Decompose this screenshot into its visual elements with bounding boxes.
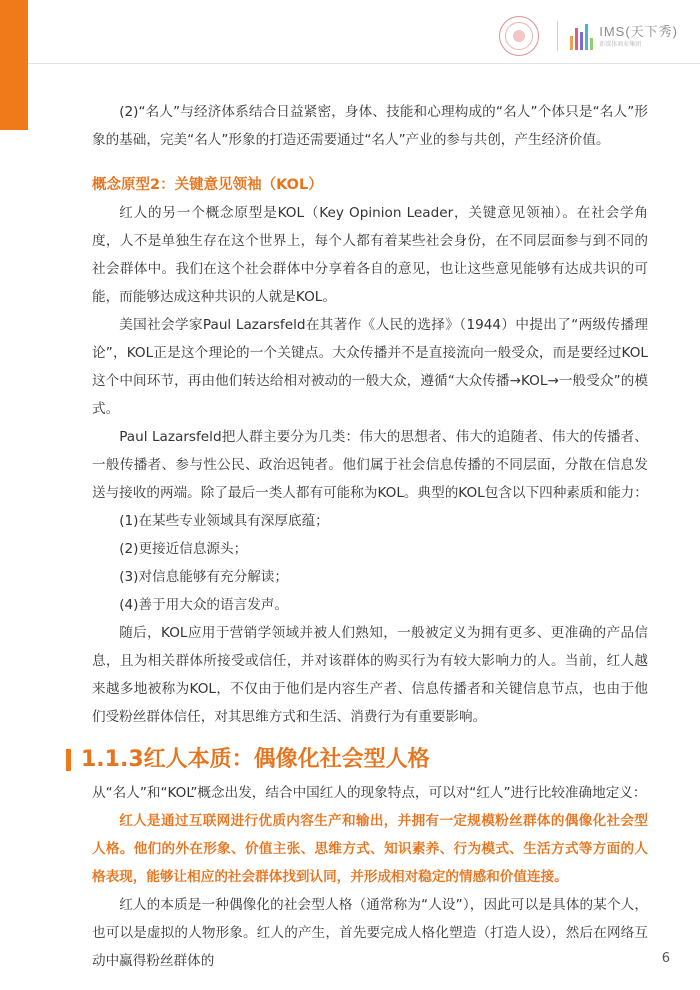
logo-divider: [557, 21, 558, 51]
list-item: (4)善于用大众的语言发声。: [119, 597, 288, 613]
ims-bars-icon: [570, 22, 595, 50]
header-logos: [499, 14, 678, 58]
paragraph-two-step-flow: 美国社会学家Paul Lazarsfeld在其著作《人民的选择》（1944）中提出了“两级传播理论”，KOL正是这个理论的一个关键点。大众传播并不是直接流向一般受众，而是要经过KOL这个中间环节，再由他们转达给相对被动的一般大众，遵循“大众传播→KOL→一般受众”的模式。: [92, 317, 648, 417]
list-item: (3)对信息能够有充分解读；: [119, 569, 288, 585]
section-marker: [66, 749, 71, 771]
section-heading: [66, 745, 648, 775]
paragraph-definition-highlight: 红人是通过互联网进行优质内容生产和输出，并拥有一定规模粉丝群体的偶像化社会型人格。他们的外在形象、价值主张、思维方式、知识素养、行为模式、生活方式等方面的人格表现，能够让相应的社会群体找到认同，并形成相对稳定的情感和价值连接。: [92, 813, 648, 885]
document-body: [81, 98, 648, 975]
paragraph-definition-intro: 从“名人”和“KOL”概念出发，结合中国红人的现象特点，可以对“红人”进行比较准确地定义：: [92, 785, 647, 801]
paragraph-lazarsfeld-groups: Paul Lazarsfeld把人群主要分为几类：伟大的思想者、伟大的追随者、伟大的传播者、一般传播者、参与性公民、政治迟钝者。他们属于社会信息传播的不同层面，分散在信息发送与接收的两端。除了最后一类人都有可能称为KOL。典型的KOL包含以下四种素质和能力：: [92, 429, 648, 501]
seal-logo-icon: [499, 16, 539, 56]
paragraph-celebrity-economy: (2)“名人”与经济体系结合日益紧密，身体、技能和心理构成的“名人”个体只是“名人”形象的基础，完美“名人”形象的打造还需要通过“名人”产业的参与共创，产生经济价值。: [92, 104, 648, 148]
section-title: 1.1.3红人本质：偶像化社会型人格: [81, 747, 430, 772]
paragraph-kol-marketing: 随后，KOL应用于营销学领域并被人们熟知，一般被定义为拥有更多、更准确的产品信息，且为相关群体所接受或信任，并对该群体的购买行为有较大影响力的人。当前，红人越来越多地被称为KOL，不仅由于他们是内容生产者、信息传播者和关键信息节点，也由于他们受粉丝群体信任，对其思维方式和生活、消费行为有重要影响。: [92, 625, 648, 725]
accent-side-bar: [0, 0, 28, 130]
concept-heading: 概念原型2：关键意见领袖（KOL）: [92, 177, 323, 193]
list-item: (2)更接近信息源头；: [119, 541, 248, 557]
header-divider: [28, 63, 700, 64]
ims-logo: [570, 22, 678, 50]
ims-logo-subtext: 新媒体商业集团: [599, 40, 642, 48]
paragraph-essence: 红人的本质是一种偶像化的社会型人格（通常称为“人设”），因此可以是具体的某个人，也可以是虚拟的人物形象。红人的产生，首先要完成人格化塑造（打造人设），然后在网络互动中赢得粉丝群体的: [92, 897, 648, 969]
list-item: (1)在某些专业领域具有深厚底蕴；: [119, 513, 329, 529]
page-number: 6: [661, 951, 670, 966]
ims-logo-text: IMS(天下秀): [599, 23, 678, 39]
paragraph-kol-intro: 红人的另一个概念原型是KOL（Key Opinion Leader，关键意见领袖）。在社会学角度，人不是单独生存在这个世界上，每个人都有着某些社会身份，在不同层面参与到不同的社会群体中。我们在这个社会群体中分享着各自的意见，也让这些意见能够有达成共识的可能，而能够达成这种共识的人就是KOL。: [92, 205, 648, 305]
